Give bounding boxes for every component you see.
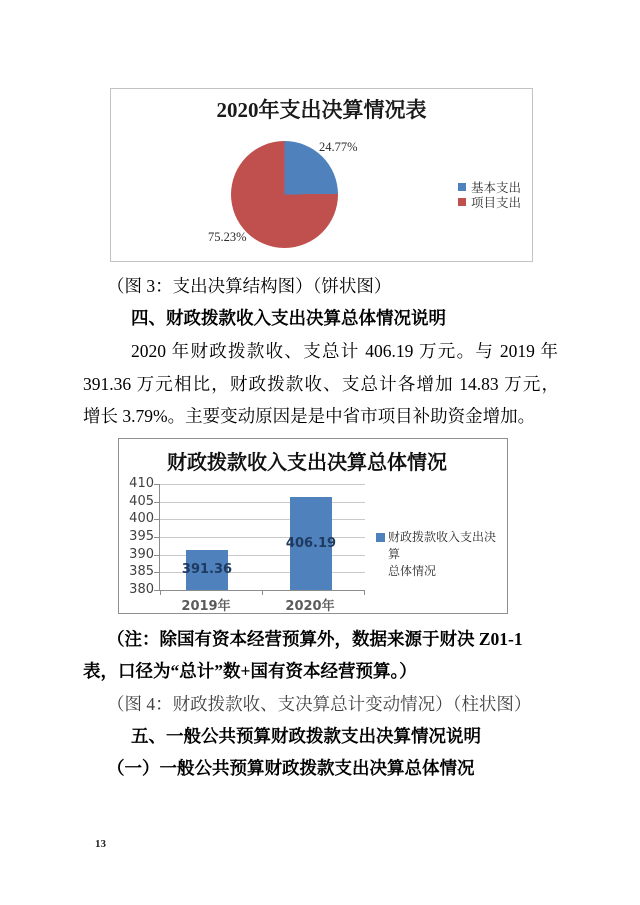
legend-label: 项目支出	[471, 195, 522, 210]
bar-2019年	[181, 550, 233, 590]
y-tick	[154, 502, 159, 503]
bar-chart-title: 财政拨款收入支出决算总体情况	[167, 452, 447, 474]
pie-legend	[458, 179, 521, 209]
x-tick	[262, 591, 263, 595]
y-tick	[154, 572, 159, 573]
y-tick	[154, 590, 159, 591]
y-axis-label: 405	[129, 493, 154, 509]
page-number: 13	[95, 838, 106, 850]
pie	[231, 141, 338, 248]
pie-slice-label-project: 75.23%	[208, 230, 247, 244]
heading-section4: 四、财政拨款收入支出决算总体情况说明	[131, 308, 446, 328]
pie-slice-label-basic: 24.77%	[319, 140, 358, 154]
paragraph-line3: 增长 3.79%。主要变动原因是是中省市项目补助资金增加。	[83, 406, 536, 426]
legend-item-project	[458, 194, 521, 209]
paragraph-line1: 2020 年财政拨款收、支总计 406.19 万元。与 2019 年	[131, 341, 558, 361]
bar-chart	[118, 438, 508, 614]
note-line1: （注：除国有资本经营预算外，数据来源于财决 Z01-1	[107, 629, 523, 649]
legend-swatch-red-icon	[458, 198, 466, 206]
y-tick	[154, 484, 159, 485]
y-tick	[154, 519, 159, 520]
bar-legend-label: 财政拨款收入支出决算 总体情况	[388, 530, 497, 578]
y-axis-label: 410	[129, 476, 154, 491]
x-axis-label: 2020年	[285, 599, 335, 614]
y-axis-label: 380	[129, 582, 154, 597]
pie-chart-title: 2020年支出决算情况表	[216, 98, 427, 122]
caption-fig3: （图 3：支出决算结构图）（饼状图）	[107, 276, 392, 296]
heading-sub1: （一）一般公共预算财政拨款支出决算总体情况	[107, 758, 475, 778]
bar-value-label: 406.19	[285, 536, 337, 552]
y-tick	[154, 537, 159, 538]
x-axis-label: 2019年	[181, 599, 231, 614]
gridline	[160, 484, 365, 485]
paragraph-line2: 391.36 万元相比，财政拨款收、支总计各增加 14.83 万元，	[83, 374, 559, 394]
gridline	[160, 502, 365, 503]
pie-chart	[110, 88, 533, 262]
y-axis-label: 395	[129, 529, 154, 544]
y-axis-label: 390	[129, 546, 154, 562]
legend-label: 基本支出	[471, 180, 522, 195]
legend-swatch-bar-icon	[376, 533, 385, 542]
legend-swatch-blue-icon	[458, 183, 466, 191]
x-tick	[160, 591, 161, 595]
x-tick	[364, 591, 365, 595]
heading-section5: 五、一般公共预算财政拨款支出决算情况说明	[131, 726, 481, 746]
gridline	[160, 519, 365, 520]
y-tick	[154, 555, 159, 556]
bar-value-label: 391.36	[181, 562, 233, 578]
y-axis-label: 400	[129, 511, 154, 527]
caption-fig4: （图 4：财政拨款收、支决算总计变动情况）（柱状图）	[107, 694, 532, 714]
bar-plot	[159, 484, 365, 591]
bar-2020年	[285, 497, 337, 590]
note-line2: 表，口径为“总计”数+国有资本经营预算。）	[83, 661, 417, 681]
y-axis-label: 385	[129, 564, 154, 580]
bar-legend	[376, 529, 507, 580]
